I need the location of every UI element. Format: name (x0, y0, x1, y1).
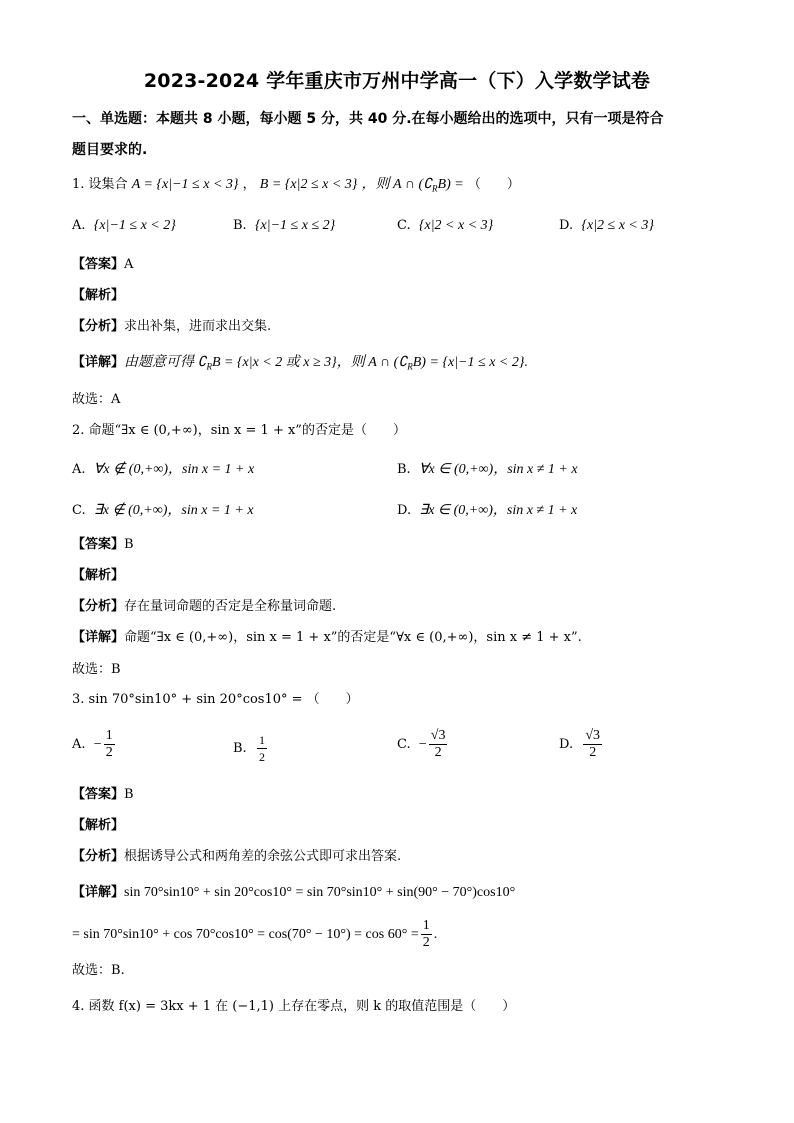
detail-text: sin 70°sin10° + sin 20°cos10° = sin 70°sin10° + sin(90° − 70°)cos10° (124, 885, 516, 900)
detail-tag: 【详解】 (72, 355, 125, 370)
detail-end: . (433, 927, 438, 942)
option-letter: C. (72, 503, 86, 518)
fenxi-tag: 【分析】 (72, 849, 125, 864)
answer-value: B (124, 787, 134, 802)
q1-answer (72, 256, 133, 274)
option-letter: A. (72, 462, 86, 477)
detail-fraction (421, 918, 432, 951)
choose-label: 故选： (72, 662, 112, 677)
option-letter: C. (397, 218, 411, 233)
option-fraction (429, 728, 448, 761)
detail-tag: 【详解】 (72, 885, 125, 900)
q3-analysis (72, 817, 124, 835)
q2-option-a (72, 458, 254, 478)
option-text: {x|−1 ≤ x < 2} (93, 218, 176, 233)
q1-stem-prefix: 1. 设集合 (72, 177, 128, 192)
option-sign: − (93, 737, 102, 752)
section-heading-line2: 题目要求的. (72, 142, 148, 158)
q1-option-c (397, 218, 493, 234)
frac-num: 1 (105, 728, 113, 743)
option-text: {x|2 < x < 3} (418, 218, 494, 233)
option-letter: D. (397, 503, 412, 518)
option-text: {x|2 ≤ x < 3} (581, 218, 654, 233)
q2-answer (72, 536, 134, 554)
detail-text: = sin 70°sin10° + cos 70°cos10° = cos(70° − 10°) = cos 60° = (72, 927, 419, 942)
choose-value: B (111, 662, 121, 677)
detail-sub2: R (407, 361, 413, 372)
option-letter: D. (559, 218, 574, 233)
option-letter: B. (397, 462, 411, 477)
option-text: ∀x ∉ (0,+∞)，sin x = 1 + x (93, 462, 255, 477)
answer-value: A (124, 257, 134, 272)
choose-value: B. (111, 963, 125, 978)
detail-tag: 【详解】 (72, 630, 125, 645)
q2-stem: 2. 命题“∃x ∈ (0,+∞)，sin x = 1 + x”的否定是（ ） (72, 423, 406, 438)
option-sign: − (418, 737, 427, 752)
detail-end: B) = {x|−1 ≤ x < 2}. (412, 355, 528, 370)
q4-stem: 4. 函数 f(x) = 3kx + 1 在 (−1,1) 上存在零点，则 k 的取值范围是（ ） (72, 999, 516, 1014)
fenxi-tag: 【分析】 (72, 599, 125, 614)
q2-detail (72, 629, 582, 647)
q3-option-d (559, 728, 604, 761)
q1-option-d (559, 218, 654, 234)
q1-option-a (72, 218, 176, 234)
choose-label: 故选： (72, 392, 112, 407)
choose-label: 故选： (72, 963, 112, 978)
q1-analysis (72, 287, 124, 305)
detail-text: 命题“∃x ∈ (0,+∞)，sin x = 1 + x”的否定是“∀x ∈ (0,+∞)，sin x ≠ 1 + x”. (124, 630, 582, 645)
q3-fenxi (72, 848, 401, 866)
fenxi-text: 根据诱导公式和两角差的余弦公式即可求出答案. (124, 849, 402, 864)
q2-option-d (397, 499, 577, 519)
q3-option-c (397, 728, 449, 761)
q1-ask: ，则 A ∩ (∁ (361, 177, 433, 192)
q1-ask-sub: R (432, 183, 438, 194)
frac-num: √3 (430, 728, 446, 743)
frac-den: 2 (434, 745, 442, 760)
option-fraction (583, 728, 602, 761)
frac-den: 2 (422, 935, 430, 950)
q3-option-a (72, 728, 117, 761)
option-letter: B. (233, 741, 247, 756)
option-letter: B. (233, 218, 247, 233)
q3-detail-line2 (72, 918, 437, 951)
q3-stem: 3. sin 70°sin10° + sin 20°cos10° = （ ） (72, 692, 359, 707)
q3-option-b (233, 732, 269, 765)
q1-choose (72, 391, 120, 409)
analysis-tag: 【解析】 (72, 818, 125, 833)
section-heading-line1: 一、单选题：本题共 8 小题，每小题 5 分，共 40 分.在每小题给出的选项中，只有一项是符合 (72, 111, 664, 127)
q3-choose (72, 962, 125, 980)
q1-paren: （ ） (467, 177, 520, 192)
option-text: ∀x ∈ (0,+∞)，sin x ≠ 1 + x (418, 462, 578, 477)
option-text: ∃x ∈ (0,+∞)，sin x ≠ 1 + x (419, 503, 578, 518)
fenxi-text: 求出补集，进而求出交集. (124, 319, 272, 334)
q2-option-b (397, 458, 578, 478)
frac-num: √3 (585, 728, 601, 743)
detail-sub: R (206, 361, 212, 372)
option-text: {x|−1 ≤ x ≤ 2} (254, 218, 336, 233)
q1-fenxi (72, 318, 271, 336)
q3-answer (72, 786, 134, 804)
frac-num: 1 (422, 918, 430, 933)
fenxi-tag: 【分析】 (72, 319, 125, 334)
option-fraction (257, 732, 267, 765)
fenxi-text: 存在量词命题的否定是全称量词命题. (124, 599, 337, 614)
q1-stem (72, 176, 520, 198)
frac-num: 1 (258, 733, 265, 747)
frac-den: 2 (258, 750, 265, 764)
q2-fenxi (72, 598, 336, 616)
q1-set-b: B = {x|2 ≤ x < 3} (259, 177, 358, 192)
q1-set-a: A = {x|−1 ≤ x < 3} (131, 177, 239, 192)
option-letter: A. (72, 218, 86, 233)
q2-analysis (72, 567, 124, 585)
q2-choose (72, 661, 121, 679)
analysis-tag: 【解析】 (72, 288, 125, 303)
q1-option-b (233, 218, 335, 234)
page-title: 2023-2024 学年重庆市万州中学高一（下）入学数学试卷 (143, 70, 651, 92)
frac-den: 2 (105, 745, 113, 760)
choose-value: A (111, 392, 121, 407)
q1-ask-end: B) = (437, 177, 464, 192)
frac-den: 2 (589, 745, 597, 760)
option-letter: D. (559, 737, 574, 752)
option-fraction (104, 728, 115, 761)
answer-value: B (124, 537, 134, 552)
q1-detail (72, 354, 528, 376)
option-letter: C. (397, 737, 411, 752)
analysis-tag: 【解析】 (72, 568, 125, 583)
option-letter: A. (72, 737, 86, 752)
q2-option-c (72, 499, 254, 519)
q1-comma: ， (242, 177, 256, 192)
detail-pre: 由题意可得 ∁ (124, 355, 207, 370)
option-text: ∃x ∉ (0,+∞)，sin x = 1 + x (93, 503, 254, 518)
answer-tag: 【答案】 (72, 257, 125, 272)
detail-mid: B = {x|x < 2 或 x ≥ 3}，则 A ∩ (∁ (211, 355, 408, 370)
q3-detail-line1 (72, 884, 515, 902)
answer-tag: 【答案】 (72, 787, 125, 802)
answer-tag: 【答案】 (72, 537, 125, 552)
